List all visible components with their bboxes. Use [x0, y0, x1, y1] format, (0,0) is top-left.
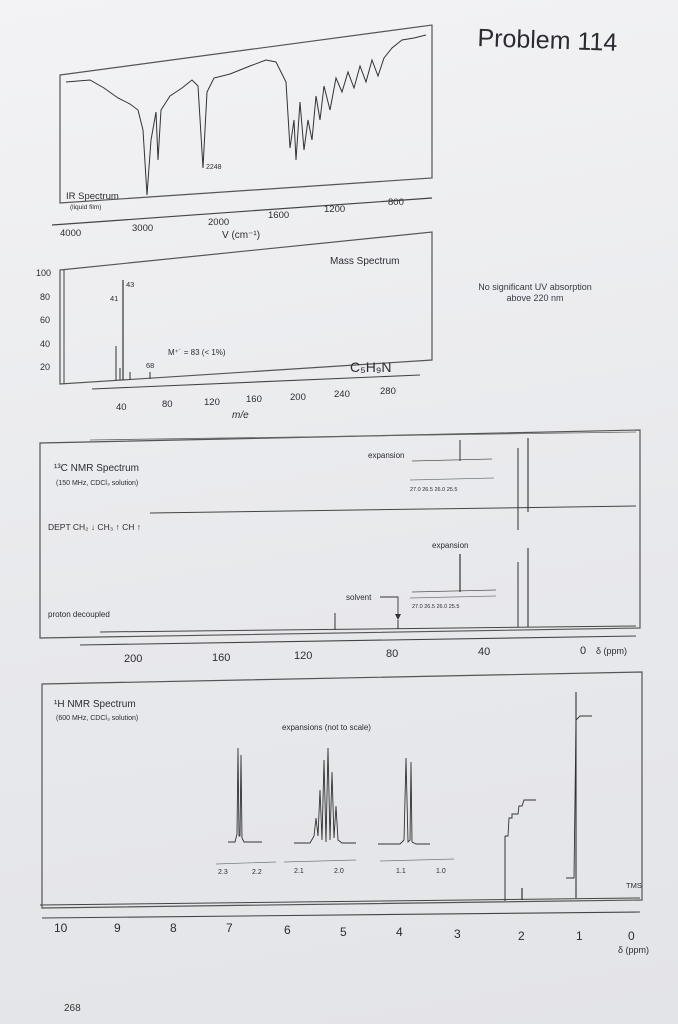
- problem-title: Problem 114: [477, 24, 618, 57]
- ms-ytick-40: 40: [40, 339, 51, 349]
- h1-tick-3: 3: [454, 927, 461, 941]
- uv-note: No significant UV absorption above 220 nm: [478, 282, 592, 303]
- h1-tick-7: 7: [226, 921, 233, 935]
- c13-nmr-panel: [40, 430, 640, 665]
- c13-subtitle: (150 MHz, CDCl₃ solution): [56, 480, 139, 487]
- h1-exp-doublet-1-1: [378, 758, 430, 844]
- ms-peak-41-label: 41: [110, 294, 119, 303]
- ms-formula: C₅H₉N: [350, 359, 392, 375]
- ms-axis-label: m/e: [232, 410, 249, 421]
- ms-xtick-40: 40: [116, 402, 127, 413]
- c13-exp-bottom-scale: [410, 596, 496, 598]
- c13-solvent-label: solvent: [346, 593, 372, 602]
- c13-tick-40: 40: [478, 646, 491, 658]
- h1-tick-8: 8: [170, 921, 177, 935]
- ms-xtick-80: 80: [162, 399, 173, 410]
- ms-xtick-160: 160: [246, 394, 262, 405]
- page-number: 268: [64, 1003, 81, 1014]
- c13-axis-label: δ (ppm): [596, 646, 628, 656]
- ir-tick-800: 800: [388, 197, 404, 208]
- h1-axis-line: [42, 912, 640, 918]
- h1-tick-1: 1: [576, 929, 583, 943]
- ir-subtitle: (liquid film): [70, 204, 102, 211]
- ir-axis-label: V (cm⁻¹): [222, 230, 261, 241]
- ms-molecular-ion: M⁺˙ = 83 (< 1%): [168, 348, 226, 357]
- h1-nmr-panel: [40, 672, 649, 955]
- c13-exp-bottom-baseline: [412, 590, 496, 592]
- h1-exp-multiplet-2-0: [294, 748, 356, 843]
- ir-trace: [66, 35, 426, 195]
- c13-expansion-top: expansion: [368, 451, 405, 460]
- h1-exp-triplet-2-2: [228, 748, 262, 842]
- h1-tick-4: 4: [396, 925, 403, 939]
- ir-tick-3000: 3000: [132, 223, 154, 234]
- c13-tick-160: 160: [212, 652, 231, 664]
- h1-integration-a: [505, 800, 536, 836]
- c13-exp-top-baseline: [412, 459, 492, 461]
- h1-exp-tick: 1.1: [396, 868, 406, 875]
- c13-tick-80: 80: [386, 648, 399, 660]
- h1-expansions-label: expansions (not to scale): [282, 723, 371, 732]
- h1-exp-tick: 1.0: [436, 868, 446, 875]
- h1-tick-0: 0: [628, 929, 635, 943]
- c13-solvent-arrowhead: [395, 614, 401, 620]
- ms-title: Mass Spectrum: [330, 256, 400, 267]
- ir-tick-4000: 4000: [60, 228, 82, 239]
- c13-frame: [40, 430, 640, 638]
- c13-exp-bottom-ticks: 27.0 26.5 26.0 25.5: [412, 604, 460, 610]
- c13-expansion-bottom: expansion: [432, 541, 469, 550]
- h1-exp-tick: 2.0: [334, 868, 344, 875]
- h1-tick-6: 6: [284, 923, 291, 937]
- ir-frame: [60, 25, 432, 203]
- h1-tms-label: TMS: [626, 881, 642, 890]
- ms-peak-43-label: 43: [126, 280, 135, 289]
- c13-dept-label: DEPT CH₂ ↓ CH₃ ↑ CH ↑: [48, 522, 142, 532]
- ms-ytick-80: 80: [40, 292, 51, 302]
- h1-exp-tick: 2.1: [294, 868, 304, 875]
- c13-top-scale: [90, 432, 636, 440]
- h1-exp-scale: [216, 862, 276, 864]
- h1-subtitle: (600 MHz, CDCl₃ solution): [56, 715, 139, 722]
- h1-tick-9: 9: [114, 921, 121, 935]
- ms-ytick-60: 60: [40, 315, 51, 325]
- h1-tick-10: 10: [54, 921, 68, 935]
- c13-tick-200: 200: [124, 653, 143, 665]
- c13-tick-120: 120: [294, 650, 313, 662]
- c13-axis-line: [80, 636, 636, 645]
- ms-xtick-280: 280: [380, 386, 396, 397]
- h1-axis-label: δ (ppm): [618, 945, 650, 955]
- h1-tick-2: 2: [518, 929, 525, 943]
- ir-axis-line: [52, 198, 432, 225]
- ir-peak-label: 2248: [206, 164, 222, 171]
- c13-exp-top-scale: [410, 478, 494, 480]
- c13-title: ¹³C NMR Spectrum: [54, 463, 140, 474]
- ir-title: IR Spectrum: [66, 191, 119, 202]
- h1-exp-scale: [380, 859, 454, 861]
- h1-title: ¹H NMR Spectrum: [54, 699, 136, 710]
- ir-tick-1200: 1200: [324, 204, 346, 215]
- ms-xtick-120: 120: [204, 397, 220, 408]
- mass-spectrum-panel: [36, 232, 432, 421]
- h1-tick-5: 5: [340, 925, 347, 939]
- ms-x-axis: [92, 375, 420, 389]
- ms-peak-68-label: 68: [146, 361, 155, 370]
- h1-exp-scale: [284, 860, 356, 862]
- c13-solvent-arrow: [380, 597, 398, 618]
- c13-exp-top-ticks: 27.0 26.5 26.0 25.5: [410, 487, 458, 493]
- ms-xtick-200: 200: [290, 392, 306, 403]
- ir-spectrum-panel: [52, 25, 432, 241]
- h1-exp-tick: 2.2: [252, 869, 262, 876]
- ir-tick-1600: 1600: [268, 210, 290, 221]
- ms-ytick-100: 100: [36, 268, 52, 278]
- ms-xtick-240: 240: [334, 389, 350, 400]
- h1-exp-tick: 2.3: [218, 869, 228, 876]
- c13-dept-baseline: [150, 506, 636, 513]
- c13-proton-decoupled: proton decoupled: [48, 610, 110, 619]
- ms-ytick-20: 20: [40, 362, 51, 372]
- h1-integration-b: [566, 716, 592, 878]
- c13-tick-0: 0: [580, 645, 587, 657]
- ir-tick-2000: 2000: [208, 217, 230, 228]
